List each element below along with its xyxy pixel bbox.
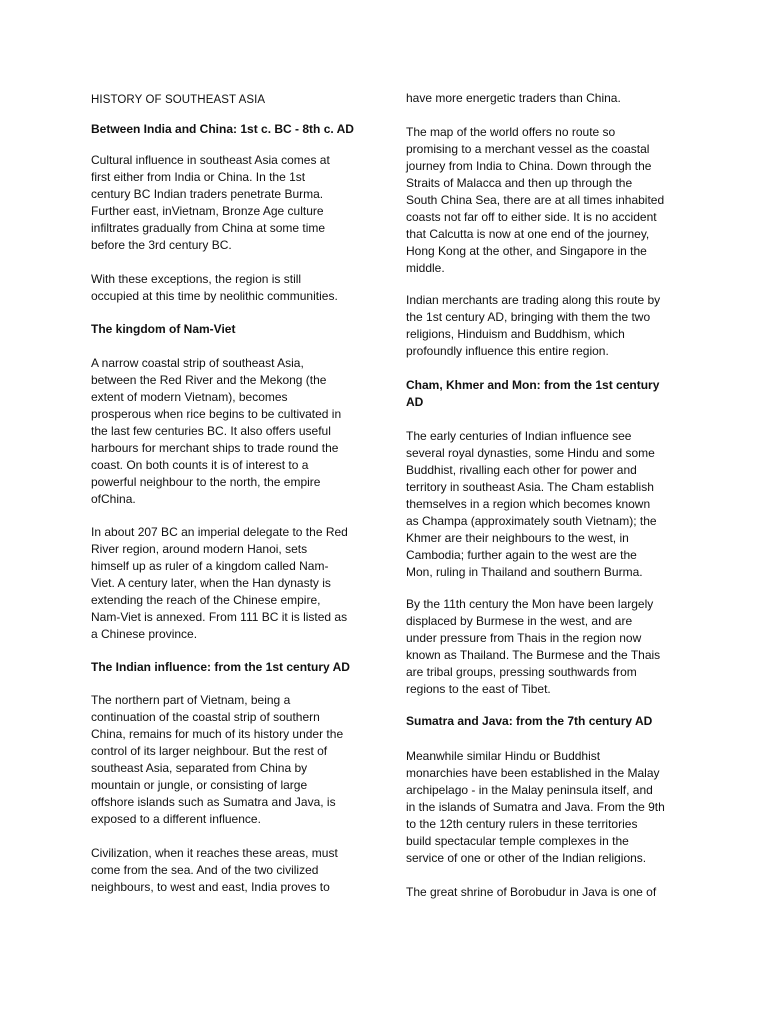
section-heading: Cham, Khmer and Mon: from the 1st century AD xyxy=(406,378,660,409)
paragraph: With these exceptions, the region is still occupied at this time by neolithic communities. xyxy=(91,272,338,303)
paragraph: Cultural influence in southeast Asia comes at first either from India or China. In the 1st century BC Indian traders penetrate Burma. Further east, inVietnam, Bronze Age culture infiltrates gradually from China at some time before the 3rd century BC. xyxy=(91,153,330,252)
section-heading: The Indian influence: from the 1st century AD xyxy=(91,660,350,674)
paragraph: Civilization, when it reaches these areas, must come from the sea. And of the two civilized neighbours, to west and east, India proves to xyxy=(91,846,338,894)
paragraph: The early centuries of Indian influence see several royal dynasties, some Hindu and some Buddhist, rivalling each other for power and territory in southeast Asia. The Cham establish themselves in a region which becomes known as Champa (approximately south Vietnam); the Khmer are their neighbours to the west, in Cambodia; further again to the west are the Mon, ruling in Thailand and southern Burma. xyxy=(406,429,657,579)
paragraph: By the 11th century the Mon have been largely displaced by Burmese in the west, and are under pressure from Thais in the region now known as Thailand. The Burmese and the Thais are tribal groups, pressing southwards from regions to the east of Tibet. xyxy=(406,597,661,696)
paragraph: The map of the world offers no route so promising to a merchant vessel as the coastal journey from India to China. Down through the Straits of Malacca and then up through the South China Sea, there are at all times inhabited coasts not far off to either side. It is no accident that Calcutta is now at one end of the journey, Hong Kong at the other, and Singapore in the middle. xyxy=(406,125,665,275)
document-title: HISTORY OF SOUTHEAST ASIA xyxy=(91,94,266,106)
section-heading: Between India and China: 1st c. BC - 8th c. AD xyxy=(91,122,354,136)
paragraph: The northern part of Vietnam, being a continuation of the coastal strip of southern China, remains for much of its history under the control of its larger neighbour. But the rest of southeast Asia, separated from China by mountain or jungle, or consisting of large offshore islands such as Sumatra and Java, is exposed to a different influence. xyxy=(91,693,344,826)
section-heading: Sumatra and Java: from the 7th century AD xyxy=(406,714,653,728)
paragraph: In about 207 BC an imperial delegate to the Red River region, around modern Hanoi, sets himself up as ruler of a kingdom called Nam- Viet. A century later, when the Han dynasty is extending the reach of the Chinese empire, Nam-Viet is annexed. From 111 BC it is listed as a Chinese province. xyxy=(91,525,348,641)
paragraph: Meanwhile similar Hindu or Buddhist monarchies have been established in the Malay archipelago - in the Malay peninsula itself, and in the islands of Sumatra and Java. From the 9th to the 12th century rulers in these territories build spectacular temple complexes in the service of one or other of the Indian religions. xyxy=(406,749,665,865)
paragraph: Indian merchants are trading along this route by the 1st century AD, bringing with them the two religions, Hinduism and Buddhism, which profoundly influence this entire region. xyxy=(406,293,661,358)
paragraph: A narrow coastal strip of southeast Asia, between the Red River and the Mekong (the extent of modern Vietnam), becomes prosperous when rice begins to be cultivated in the last few centuries BC. It also offers useful harbours for merchant ships to trade round the coast. On both counts it is of interest to a powerful neighbour to the north, the empire ofChina. xyxy=(91,356,342,506)
paragraph: have more energetic traders than China. xyxy=(406,91,621,105)
section-heading: The kingdom of Nam-Viet xyxy=(91,322,236,336)
paragraph: The great shrine of Borobudur in Java is one of xyxy=(406,885,657,899)
